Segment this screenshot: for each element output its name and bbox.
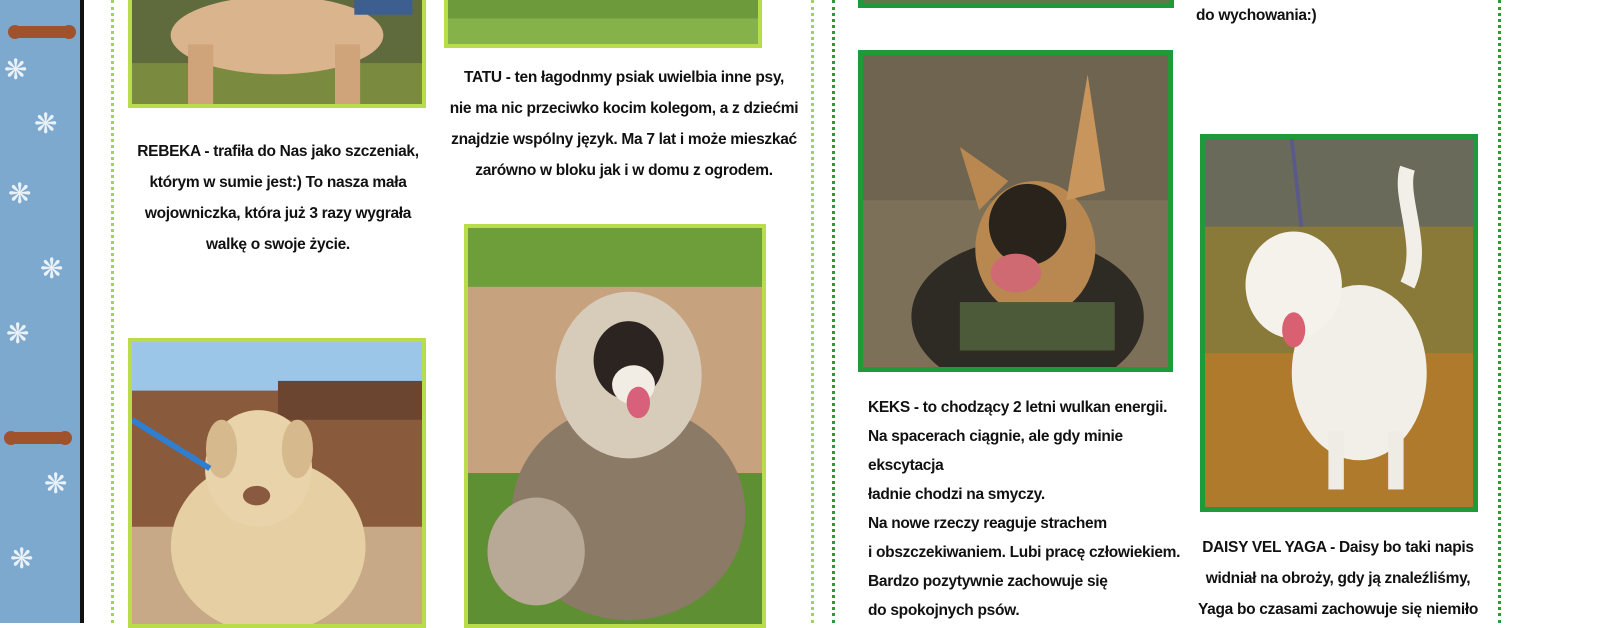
caption-line: do spokojnych psów. [868,602,1020,619]
caption-keks [868,393,1188,625]
caption-rebeka [120,136,436,260]
caption-line: TATU - ten łagodnmy psiak uwielbia inne psy, [463,69,785,86]
decorative-paw-pattern [0,0,80,623]
paw-print-icon: ❋ [8,178,32,209]
caption-daisy [1188,532,1488,625]
caption-line: KEKS - to chodzący 2 letni wulkan energii. [868,399,1168,416]
caption-line: widniał na obroży, gdy ją znaleźliśmy, [1205,570,1471,587]
caption-line: ładnie chodzi na smyczy. [868,486,1045,503]
bone-icon [10,432,66,444]
column-divider [811,0,814,623]
caption-line: Na nowe rzeczy reaguje strachem [868,515,1107,532]
paw-print-icon: ❋ [44,468,68,499]
paw-print-icon: ❋ [34,108,58,139]
caption-line: zarówno w bloku jak i w domu z ogrodem. [475,162,773,179]
caption-line: Bardzo pozytywnie zachowuje się [868,573,1108,590]
photo-top-right [858,0,1174,8]
paw-print-icon: ❋ [4,54,28,85]
photo-labrador [128,338,426,628]
column-divider [1498,0,1501,623]
column-divider [832,0,835,623]
page-edge-rule [80,0,84,623]
caption-line: i obszczekiwaniem. Lubi pracę człowiekiem. [868,544,1181,561]
caption-tatu [440,62,808,186]
caption-line: Na spacerach ciągnie, ale gdy minie ekscytacja [868,428,1123,474]
bone-icon [14,26,70,38]
caption-line: nie ma nic przeciwko kocim kolegom, a z dziećmi [449,100,799,117]
caption-line: do wychowania:) [1196,7,1317,24]
photo-rebeka [128,0,426,108]
photo-tatu-top [444,0,762,48]
caption-top-right-fragment [1196,0,1476,31]
caption-line: wojowniczka, która już 3 razy wygrała [144,205,412,222]
photo-daisy [1200,134,1478,512]
photo-tatu [464,224,766,628]
photo-keks [858,50,1173,372]
paw-print-icon: ❋ [40,253,64,284]
paw-print-icon: ❋ [10,543,34,574]
caption-line: DAISY VEL YAGA - Daisy bo taki napis [1202,539,1474,556]
paw-print-icon: ❋ [6,318,30,349]
caption-line: REBEKA - trafiła do Nas jako szczeniak, [137,143,419,160]
caption-line: którym w sumie jest:) To nasza mała [149,174,407,191]
column-divider [111,0,114,623]
caption-line: Yaga bo czasami zachowuje się niemiło [1197,601,1479,618]
caption-line: znajdzie wspólny język. Ma 7 lat i może mieszkać [451,131,797,148]
caption-line: walkę o swoje życie. [206,236,350,253]
